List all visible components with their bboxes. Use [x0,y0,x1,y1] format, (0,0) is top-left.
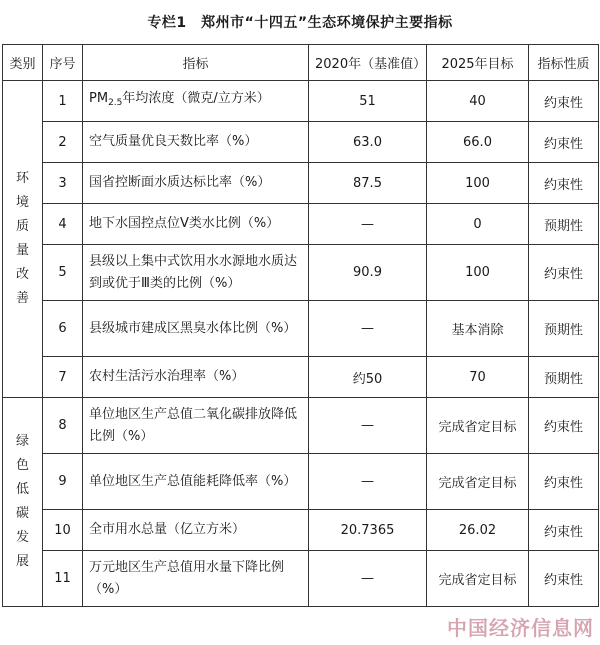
category-env-label [9,167,36,311]
row-nature: 约束性 [529,122,599,163]
row-indicator: 万元地区生产总值用水量下降比例（%） [83,551,309,607]
row-nature: 预期性 [529,204,599,245]
category-char: 色 [15,458,29,473]
row-indicator: 县级以上集中式饮用水水源地水质达到或优于Ⅲ类的比例（%） [83,245,309,301]
table-row [3,357,599,398]
table-row [3,510,599,551]
row-base-value: 51 [309,81,427,122]
header-seq: 序号 [43,45,83,81]
row-indicator: 地下水国控点位Ⅴ类水比例（%） [83,204,309,245]
row-seq: 7 [43,357,83,398]
indicator-pm-suffix: 年均浓度（微克/立方米） [122,91,270,106]
row-indicator: 全市用水总量（亿立方米） [83,510,309,551]
category-char: 善 [15,291,29,306]
category-char: 环 [15,171,29,186]
row-nature: 预期性 [529,357,599,398]
row-seq: 3 [43,163,83,204]
category-char: 改 [15,267,29,282]
row-indicator [83,81,309,122]
category-char: 发 [15,530,29,545]
row-seq: 5 [43,245,83,301]
row-target-value: 40 [427,81,529,122]
row-base-value: 20.7365 [309,510,427,551]
header-target-2025: 2025年目标 [427,45,529,81]
row-target-value: 100 [427,163,529,204]
row-target-value: 100 [427,245,529,301]
row-indicator: 国省控断面水质达标比率（%） [83,163,309,204]
header-indicator: 指标 [83,45,309,81]
table-row [3,163,599,204]
row-nature: 约束性 [529,398,599,454]
row-seq: 2 [43,122,83,163]
indicator-pm-prefix: PM [89,91,109,106]
table-row [3,551,599,607]
row-nature: 约束性 [529,454,599,510]
row-base-value: — [309,398,427,454]
table-row [3,301,599,357]
row-base-value: 63.0 [309,122,427,163]
indicator-pm-subscript: 2.5 [108,98,123,108]
category-env [3,81,43,398]
row-target-value: 完成省定目标 [427,398,529,454]
row-nature: 约束性 [529,81,599,122]
row-indicator: 单位地区生产总值二氧化碳排放降低比例（%） [83,398,309,454]
row-seq: 8 [43,398,83,454]
category-char: 量 [15,243,29,258]
row-nature: 约束性 [529,245,599,301]
site-watermark: 中国经济信息网 [447,616,594,640]
table-row [3,245,599,301]
header-category: 类别 [3,45,43,81]
category-green [3,398,43,607]
category-char: 展 [15,554,29,569]
row-base-value: 90.9 [309,245,427,301]
row-indicator: 空气质量优良天数比率（%） [83,122,309,163]
row-base-value: — [309,454,427,510]
table-title: 专栏1 郑州市“十四五”生态环境保护主要指标 [147,15,453,31]
row-nature: 约束性 [529,510,599,551]
table-header-row [3,45,599,81]
row-target-value: 完成省定目标 [427,454,529,510]
row-indicator: 单位地区生产总值能耗降低率（%） [83,454,309,510]
category-char: 质 [15,219,29,234]
row-base-value: — [309,551,427,607]
row-seq: 1 [43,81,83,122]
row-seq: 4 [43,204,83,245]
category-char: 碳 [15,506,29,521]
row-base-value: — [309,204,427,245]
indicators-table [2,44,599,607]
table-row [3,454,599,510]
header-base-2020: 2020年（基准值） [309,45,427,81]
category-green-label [9,430,36,574]
category-char: 境 [15,195,29,210]
row-seq: 11 [43,551,83,607]
row-base-value: — [309,301,427,357]
row-base-value: 87.5 [309,163,427,204]
table-row [3,204,599,245]
row-target-value: 66.0 [427,122,529,163]
row-nature: 预期性 [529,301,599,357]
table-row [3,122,599,163]
row-target-value: 完成省定目标 [427,551,529,607]
table-row [3,398,599,454]
row-indicator: 农村生活污水治理率（%） [83,357,309,398]
row-nature: 约束性 [529,551,599,607]
row-indicator: 县级城市建成区黑臭水体比例（%） [83,301,309,357]
category-char: 低 [15,482,29,497]
row-base-value: 约50 [309,357,427,398]
row-target-value: 0 [427,204,529,245]
category-char: 绿 [15,434,29,449]
row-seq: 6 [43,301,83,357]
row-target-value: 26.02 [427,510,529,551]
row-target-value: 基本消除 [427,301,529,357]
row-nature: 约束性 [529,163,599,204]
row-target-value: 70 [427,357,529,398]
header-nature: 指标性质 [529,45,599,81]
table-row [3,81,599,122]
row-seq: 9 [43,454,83,510]
row-seq: 10 [43,510,83,551]
